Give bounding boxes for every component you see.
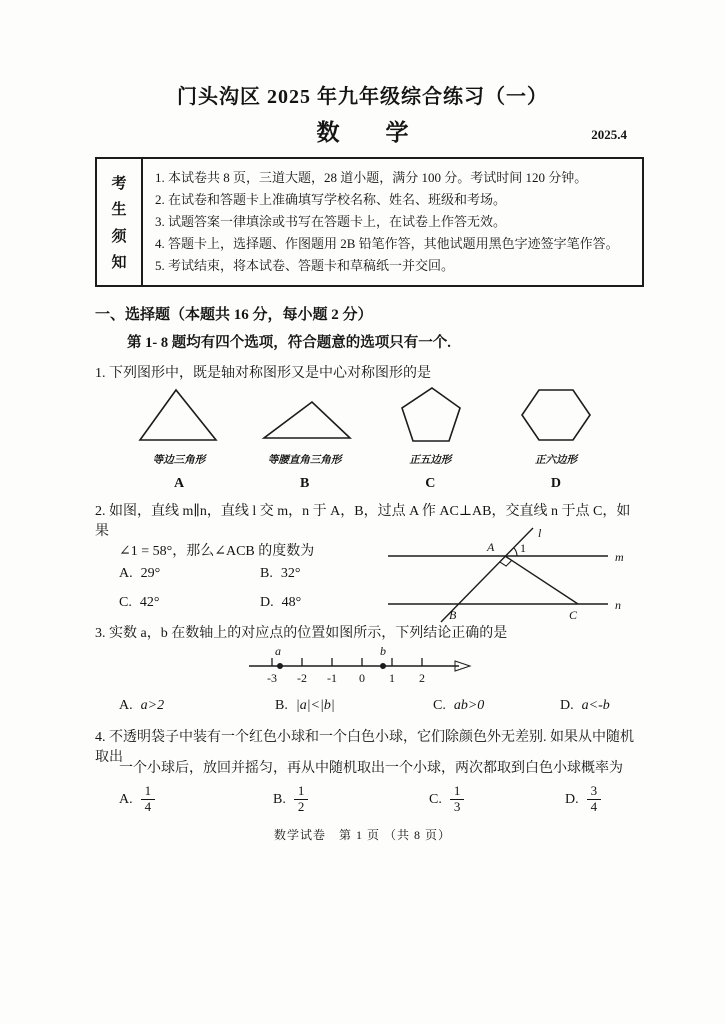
option-label: D. [260, 595, 274, 610]
figure-label-C: C [569, 608, 578, 622]
figure-label-m: m [615, 550, 624, 564]
question-1-choices [120, 386, 615, 492]
section-1-heading: 一、选择题（本题共 16 分，每小题 2 分） [95, 307, 373, 323]
option-label: A. [119, 566, 133, 581]
fraction-denominator: 4 [587, 799, 602, 815]
figure-label-l: l [538, 526, 542, 540]
option-label: B. [260, 566, 273, 581]
notice-item: 5. 考试结束，将本试卷、答题卡和草稿纸一并交回。 [155, 258, 455, 273]
question-3-stem: 3. 实数 a，b 在数轴上的对应点的位置如图所示，下列结论正确的是 [95, 626, 508, 641]
figure-label-A: A [487, 540, 495, 554]
option-label: D. [565, 791, 579, 807]
question-2-stem-line2: ∠1 = 58°，那么∠ACB 的度数为 [119, 544, 315, 559]
isosceles-right-triangle-figure [250, 386, 360, 444]
tick-label: 2 [419, 671, 425, 685]
question-4-option-a [119, 784, 155, 815]
question-1-choice-b [246, 386, 364, 492]
option-label: B. [273, 791, 286, 807]
regular-pentagon-figure [375, 386, 485, 444]
point-a-dot [277, 663, 283, 669]
option-label: C. [429, 791, 442, 807]
figure-label-angle1: 1 [520, 541, 526, 555]
question-2-option-c [119, 595, 159, 611]
option-text: 29° [140, 566, 161, 581]
regular-hexagon-figure [501, 386, 611, 444]
question-3-option-c [433, 698, 484, 714]
notice-item: 3. 试题答案一律填涂或书写在答题卡上，在试卷上作答无效。 [155, 214, 507, 229]
question-1-choice-a [120, 386, 238, 492]
fraction-denominator: 2 [294, 799, 309, 815]
equilateral-triangle-figure [124, 386, 234, 444]
question-1-stem: 1. 下列图形中，既是轴对称图形又是中心对称图形的是 [95, 366, 431, 381]
question-2-stem-line1: 2. 如图，直线 m∥n，直线 l 交 m，n 于 A，B，过点 A 作 AC⊥AB，交直线 n 于点 C，如果 [95, 504, 631, 539]
tick-label: 0 [359, 671, 365, 685]
option-text: 42° [139, 595, 160, 610]
question-1-choice-c [371, 386, 489, 492]
question-4-stem-line1: 4. 不透明袋子中装有一个红色小球和一个白色小球，它们除颜色外无差别. 如果从中随机取出 [95, 730, 634, 765]
option-text: 48° [281, 595, 302, 610]
fraction-denominator: 3 [450, 799, 465, 815]
question-4 [95, 726, 643, 826]
question-2-geometry-figure [383, 526, 638, 624]
exam-date: 2025.4 [591, 127, 627, 142]
notice-items [143, 159, 642, 285]
question-4-option-b [273, 784, 308, 815]
question-3 [95, 622, 643, 722]
fraction-numerator: 3 [590, 783, 598, 798]
option-text: a>2 [140, 698, 165, 713]
choice-letter: D [550, 476, 562, 491]
question-1-choice-d [497, 386, 615, 492]
subject-title: 数 学 [316, 120, 409, 145]
question-4-option-c [429, 784, 464, 815]
tick-label: -3 [267, 671, 277, 685]
option-label: D. [560, 698, 574, 713]
choice-letter: C [425, 476, 436, 491]
question-2-option-b [260, 566, 300, 582]
notice-side-char: 须 [111, 228, 127, 245]
shape-caption: 正六边形 [534, 455, 577, 466]
page-title: 门头沟区 2025 年九年级综合练习（一） [177, 86, 548, 108]
question-3-option-d [560, 698, 610, 714]
shape-caption: 等腰直角三角形 [267, 455, 342, 466]
question-2-option-a [119, 566, 160, 582]
figure-label-B: B [449, 608, 457, 622]
notice-side-label [97, 159, 143, 285]
option-label: A. [119, 791, 133, 807]
question-2 [95, 500, 643, 625]
tick-label: 1 [389, 671, 395, 685]
option-fraction [587, 784, 602, 815]
question-4-stem-line2: 一个小球后，放回并摇匀，再从中随机取出一个小球，两次都取到白色小球概率为 [119, 761, 623, 776]
point-a-label: a [275, 646, 281, 658]
fraction-denominator: 4 [141, 799, 156, 815]
choice-letter: A [173, 476, 185, 491]
point-b-label: b [380, 646, 386, 658]
notice-side-char: 生 [111, 202, 127, 219]
tick-label: -1 [327, 671, 337, 685]
fraction-numerator: 1 [297, 783, 305, 798]
option-fraction [141, 784, 156, 815]
shape-caption: 等边三角形 [152, 455, 206, 466]
option-label: A. [119, 698, 133, 713]
fraction-numerator: 1 [453, 783, 461, 798]
question-3-number-line-figure [247, 646, 475, 692]
fraction-numerator: 1 [144, 783, 152, 798]
option-label: B. [275, 698, 288, 713]
shape-caption: 正五边形 [409, 455, 452, 466]
question-3-option-b [275, 698, 335, 714]
notice-item: 4. 答题卡上，选择题、作图题用 2B 铅笔作答，其他试题用黑色字迹签字笔作答。 [155, 236, 619, 251]
notice-item: 2. 在试卷和答题卡上准确填写学校名称、姓名、班级和考场。 [155, 192, 507, 207]
page-footer: 数学试卷 第 1 页 （共 8 页） [273, 828, 451, 842]
notice-side-char: 考 [111, 175, 127, 192]
notice-item: 1. 本试卷共 8 页，三道大题，28 道小题，满分 100 分。考试时间 120 分钟。 [155, 170, 588, 185]
question-2-option-d [260, 595, 301, 611]
option-text: ab>0 [453, 698, 485, 713]
figure-label-n: n [615, 598, 621, 612]
option-text: a<-b [581, 698, 610, 713]
option-fraction [294, 784, 309, 815]
option-text: 32° [280, 566, 301, 581]
notice-side-char: 知 [111, 255, 127, 272]
option-text: |a|<|b| [295, 698, 335, 713]
tick-label: -2 [297, 671, 307, 685]
point-b-dot [380, 663, 386, 669]
question-4-option-d [565, 784, 601, 815]
section-1-subheading: 第 1- 8 题均有四个选项，符合题意的选项只有一个. [127, 335, 451, 351]
question-3-option-a [119, 698, 164, 714]
choice-letter: B [299, 476, 310, 491]
option-label: C. [433, 698, 446, 713]
candidate-notice-box [95, 157, 644, 287]
option-fraction [450, 784, 465, 815]
option-label: C. [119, 595, 132, 610]
